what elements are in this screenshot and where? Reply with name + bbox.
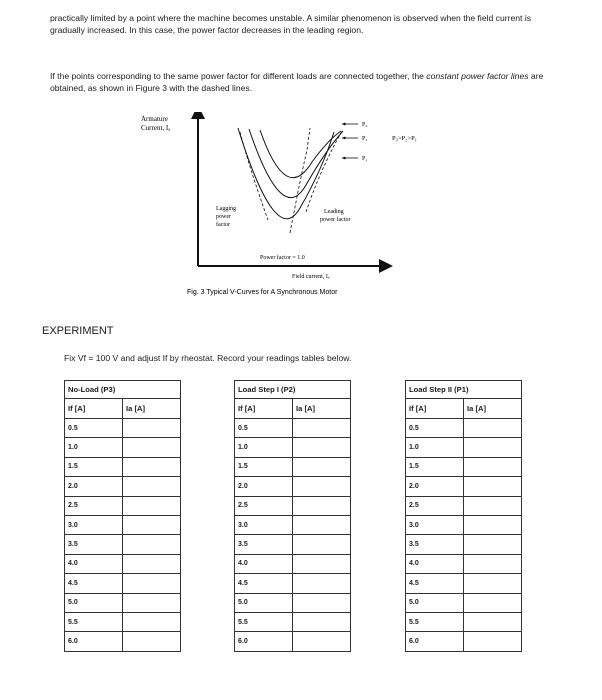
- table-row: [406, 593, 522, 612]
- constant-pf-paragraph: [50, 70, 550, 94]
- table-row: [235, 438, 351, 457]
- if-value-cell: 5.5: [406, 612, 464, 631]
- ia-entry-cell[interactable]: [123, 496, 181, 515]
- power-relation: P₃>P₂>P₁: [392, 135, 417, 142]
- if-value-cell: 4.0: [406, 554, 464, 573]
- if-value-cell: 5.0: [406, 593, 464, 612]
- ia-entry-cell[interactable]: [293, 419, 351, 438]
- table-title: No-Load (P3): [65, 381, 181, 399]
- ia-entry-cell[interactable]: [293, 632, 351, 651]
- table-row: [65, 515, 181, 534]
- curve-label-p3: P₃: [362, 122, 368, 128]
- ia-entry-cell[interactable]: [464, 438, 522, 457]
- table-row: [235, 496, 351, 515]
- table-row: [235, 554, 351, 573]
- leading-pf-line: [306, 131, 342, 212]
- ia-entry-cell[interactable]: [464, 419, 522, 438]
- paragraph-text: If the points corresponding to the same power factor for different loads are connected together, the: [50, 71, 427, 81]
- ia-entry-cell[interactable]: [464, 496, 522, 515]
- ia-entry-cell[interactable]: [293, 535, 351, 554]
- v-curves-figure: [0, 112, 602, 300]
- if-value-cell: 2.5: [406, 496, 464, 515]
- table-row: [406, 632, 522, 651]
- if-value-cell: 3.5: [65, 535, 123, 554]
- if-value-cell: 1.5: [235, 457, 293, 476]
- ia-entry-cell[interactable]: [123, 632, 181, 651]
- if-header: If [A]: [235, 399, 293, 419]
- table-row: [235, 574, 351, 593]
- if-value-cell: 3.0: [235, 515, 293, 534]
- ia-entry-cell[interactable]: [464, 457, 522, 476]
- if-value-cell: 1.5: [65, 457, 123, 476]
- if-value-cell: 4.5: [235, 574, 293, 593]
- table-row: [235, 632, 351, 651]
- ia-header: Ia [A]: [464, 399, 522, 419]
- ia-entry-cell[interactable]: [293, 515, 351, 534]
- if-value-cell: 6.0: [235, 632, 293, 651]
- unity-pf-line: [290, 128, 310, 233]
- ia-entry-cell[interactable]: [293, 574, 351, 593]
- lagging-pf-line: [240, 132, 268, 220]
- ia-entry-cell[interactable]: [123, 554, 181, 573]
- table-row: [406, 477, 522, 496]
- ia-entry-cell[interactable]: [464, 477, 522, 496]
- table-row: [406, 535, 522, 554]
- curve-label-p1: P₁: [362, 156, 368, 162]
- if-value-cell: 1.0: [406, 438, 464, 457]
- if-value-cell: 0.5: [235, 419, 293, 438]
- ia-entry-cell[interactable]: [464, 632, 522, 651]
- if-value-cell: 5.5: [65, 612, 123, 631]
- ia-entry-cell[interactable]: [123, 593, 181, 612]
- curve-label-p2: P₂: [362, 136, 368, 142]
- table-row: [235, 612, 351, 631]
- section-heading: EXPERIMENT: [42, 325, 114, 337]
- ia-entry-cell[interactable]: [123, 419, 181, 438]
- table-row: [65, 554, 181, 573]
- ia-entry-cell[interactable]: [123, 515, 181, 534]
- table-row: [65, 535, 181, 554]
- ia-entry-cell[interactable]: [123, 438, 181, 457]
- ia-entry-cell[interactable]: [293, 612, 351, 631]
- ia-entry-cell[interactable]: [123, 574, 181, 593]
- v-curve-p3: [238, 128, 334, 219]
- paragraph-text: are obtained, as shown in Figure 3 with the dashed lines.: [50, 71, 544, 93]
- load-step-1-table: [234, 380, 351, 652]
- table-row: [235, 457, 351, 476]
- if-value-cell: 6.0: [65, 632, 123, 651]
- table-row: [406, 612, 522, 631]
- ia-entry-cell[interactable]: [123, 612, 181, 631]
- ia-entry-cell[interactable]: [464, 612, 522, 631]
- table-row: [65, 419, 181, 438]
- emphasis-text: constant power factor lines: [426, 71, 529, 81]
- if-value-cell: 2.0: [65, 477, 123, 496]
- ia-entry-cell[interactable]: [293, 593, 351, 612]
- if-value-cell: 4.5: [406, 574, 464, 593]
- leading-label: Leading: [324, 209, 344, 215]
- ia-entry-cell[interactable]: [123, 477, 181, 496]
- intro-paragraph: practically limited by a point where the machine becomes unstable. A similar phenomenon is observed when the field current is gradually increased. In this case, the power factor decreases in the leading region.: [50, 13, 532, 35]
- table-row: [406, 574, 522, 593]
- if-value-cell: 2.5: [235, 496, 293, 515]
- if-value-cell: 5.5: [235, 612, 293, 631]
- if-header: If [A]: [65, 399, 123, 419]
- lagging-label: Lagging: [216, 206, 236, 212]
- if-value-cell: 3.5: [406, 535, 464, 554]
- ia-header: Ia [A]: [123, 399, 181, 419]
- unity-pf-label: Power factor = 1.0: [260, 255, 305, 261]
- if-value-cell: 2.0: [406, 477, 464, 496]
- table-row: [406, 496, 522, 515]
- if-value-cell: 2.0: [235, 477, 293, 496]
- table-row: [235, 515, 351, 534]
- ia-entry-cell[interactable]: [464, 515, 522, 534]
- if-value-cell: 0.5: [406, 419, 464, 438]
- if-value-cell: 6.0: [406, 632, 464, 651]
- table-row: [65, 632, 181, 651]
- lagging-label: power: [216, 214, 231, 220]
- no-load-table: [64, 380, 181, 652]
- table-row: [65, 612, 181, 631]
- table-row: [235, 535, 351, 554]
- ia-entry-cell[interactable]: [293, 554, 351, 573]
- ia-entry-cell[interactable]: [464, 574, 522, 593]
- ia-entry-cell[interactable]: [293, 457, 351, 476]
- load-step-2-table: [405, 380, 522, 652]
- table-row: [65, 457, 181, 476]
- ia-entry-cell[interactable]: [123, 535, 181, 554]
- ia-header: Ia [A]: [293, 399, 351, 419]
- table-title: Load Step I (P2): [235, 381, 351, 399]
- table-row: [65, 574, 181, 593]
- if-value-cell: 4.5: [65, 574, 123, 593]
- table-row: [65, 593, 181, 612]
- table-row: [406, 554, 522, 573]
- if-value-cell: 5.0: [65, 593, 123, 612]
- table-row: [406, 419, 522, 438]
- if-value-cell: 1.0: [235, 438, 293, 457]
- v-curve-p1: [260, 130, 341, 178]
- table-row: [235, 477, 351, 496]
- table-row: [235, 593, 351, 612]
- table-row: [65, 496, 181, 515]
- table-row: [65, 477, 181, 496]
- table-row: [406, 515, 522, 534]
- if-header: If [A]: [406, 399, 464, 419]
- ia-entry-cell[interactable]: [464, 593, 522, 612]
- if-value-cell: 2.5: [65, 496, 123, 515]
- ia-entry-cell[interactable]: [293, 477, 351, 496]
- if-value-cell: 5.0: [235, 593, 293, 612]
- lagging-label: factor: [216, 222, 230, 228]
- if-value-cell: 4.0: [65, 554, 123, 573]
- if-value-cell: 3.0: [65, 515, 123, 534]
- if-value-cell: 3.0: [406, 515, 464, 534]
- instruction-text: Fix Vf = 100 V and adjust If by rheostat. Record your readings tables below.: [64, 353, 352, 363]
- ia-entry-cell[interactable]: [293, 496, 351, 515]
- table-row: [235, 419, 351, 438]
- table-title: Load Step II (P1): [406, 381, 522, 399]
- if-value-cell: 1.0: [65, 438, 123, 457]
- figure-caption: Fig. 3 Typical V-Curves for A Synchronous Motor: [187, 289, 338, 296]
- table-row: [406, 438, 522, 457]
- y-axis-label: Current, Iₐ: [141, 124, 171, 132]
- ia-entry-cell[interactable]: [293, 438, 351, 457]
- if-value-cell: 0.5: [65, 419, 123, 438]
- ia-entry-cell[interactable]: [123, 457, 181, 476]
- leading-label: power factor: [320, 217, 351, 223]
- y-axis-label: Armature: [141, 115, 168, 123]
- ia-entry-cell[interactable]: [464, 535, 522, 554]
- table-row: [406, 457, 522, 476]
- if-value-cell: 1.5: [406, 457, 464, 476]
- if-value-cell: 3.5: [235, 535, 293, 554]
- x-axis-label: Field current, Iₑ: [292, 274, 330, 280]
- if-value-cell: 4.0: [235, 554, 293, 573]
- table-row: [65, 438, 181, 457]
- ia-entry-cell[interactable]: [464, 554, 522, 573]
